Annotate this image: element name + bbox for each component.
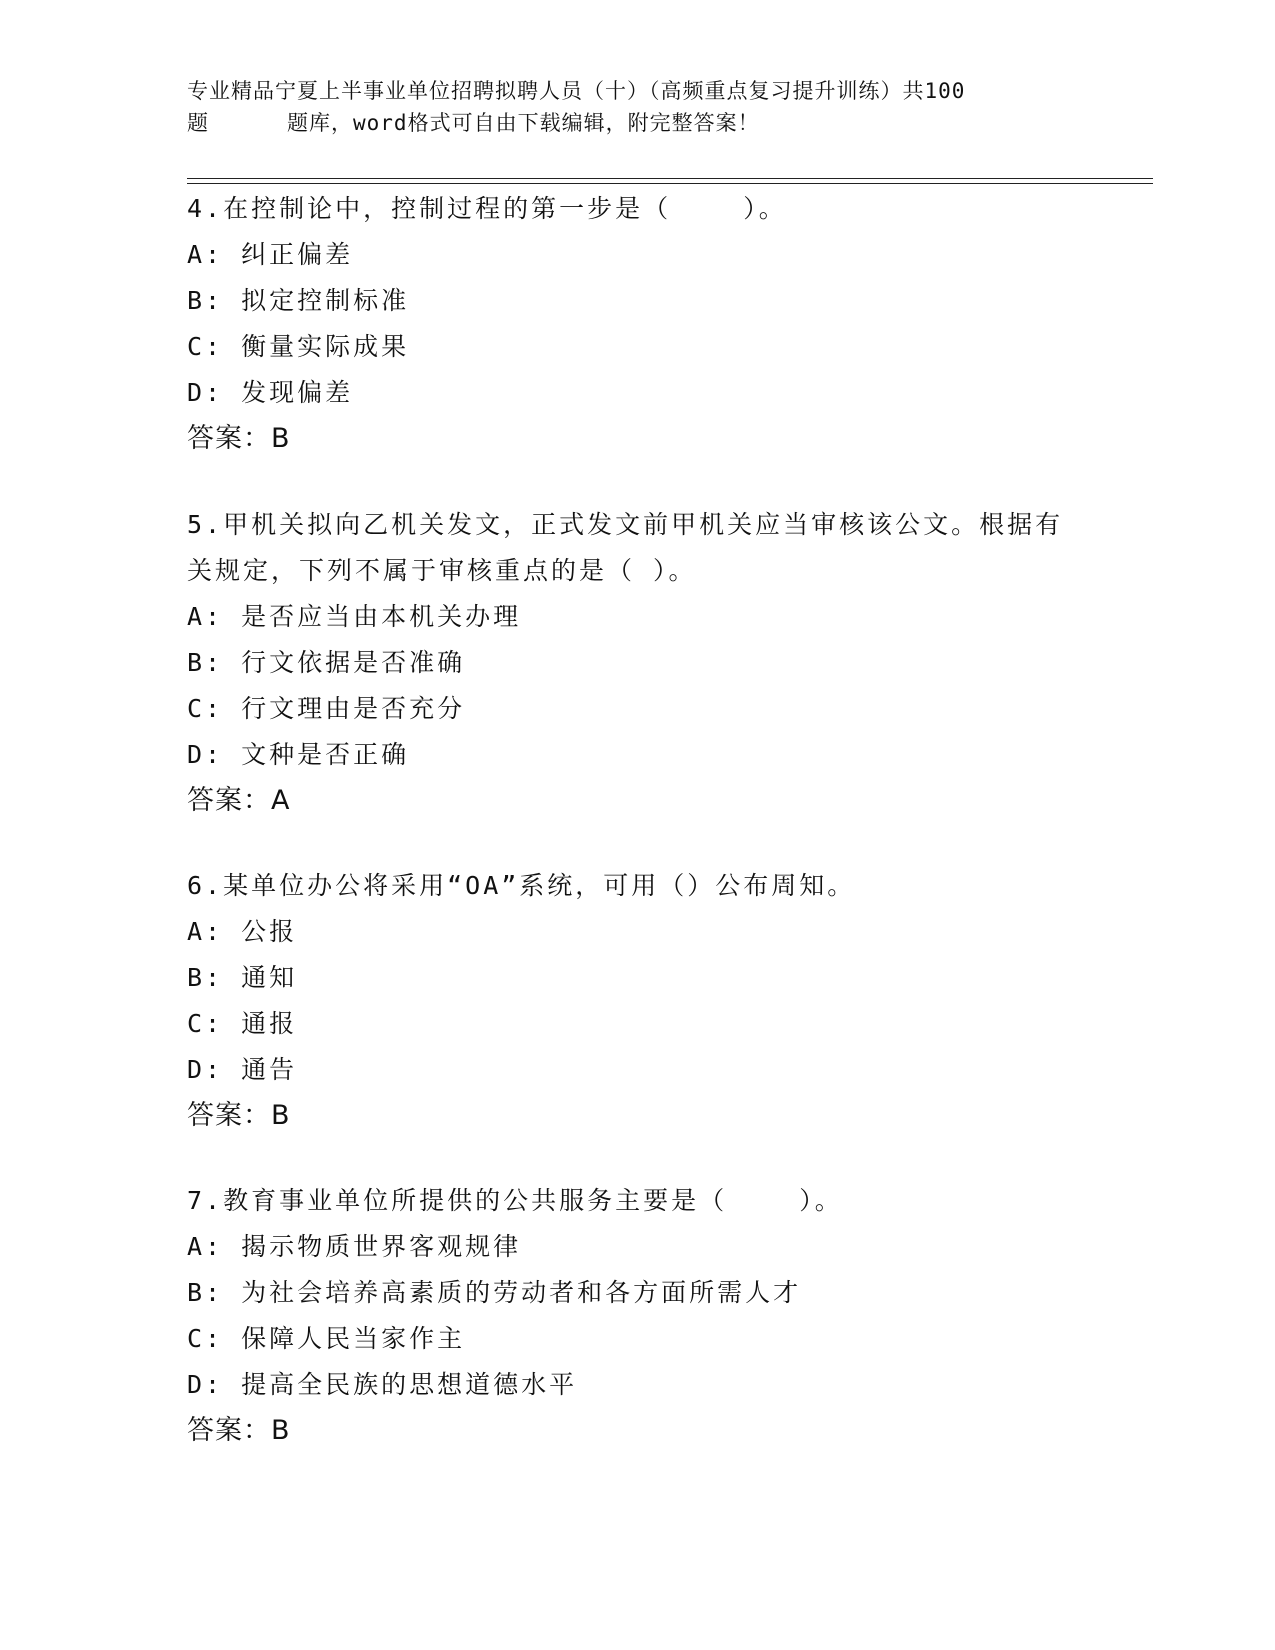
option-b: B: 拟定控制标准 [187,286,410,315]
answer-line: 答案：B [187,1415,291,1446]
option-d: D: 文种是否正确 [187,740,410,769]
option-a: A: 是否应当由本机关办理 [187,602,522,631]
question-stem: 4.在控制论中，控制过程的第一步是（ ）。 [187,194,787,223]
option-c: C: 衡量实际成果 [187,332,410,361]
question-item [187,1178,1087,1454]
answer-line: 答案：A [187,785,291,816]
header-divider-top [187,178,1153,179]
question-stem: 6.某单位办公将采用“OA”系统，可用（）公布周知。 [187,871,856,900]
option-d: D: 提高全民族的思想道德水平 [187,1370,578,1399]
question-stem: 5.甲机关拟向乙机关发文，正式发文前甲机关应当审核该公文。根据有关规定，下列不属于审核重点的是（ ）。 [187,510,1064,585]
option-c: C: 通报 [187,1009,298,1038]
question-stem: 7.教育事业单位所提供的公共服务主要是（ ）。 [187,1186,843,1215]
option-a: A: 纠正偏差 [187,240,354,269]
answer-line: 答案：B [187,1100,291,1131]
question-item [187,502,1087,824]
header-divider-bottom [187,183,1153,184]
option-c: C: 行文理由是否充分 [187,694,466,723]
option-c: C: 保障人民当家作主 [187,1324,466,1353]
option-a: A: 揭示物质世界客观规律 [187,1232,522,1261]
option-a: A: 公报 [187,917,298,946]
option-b: B: 行文依据是否准确 [187,648,466,677]
header-title-line1: 专业精品宁夏上半事业单位招聘拟聘人员（十）（高频重点复习提升训练）共100 [187,79,966,103]
option-d: D: 发现偏差 [187,378,354,407]
question-item [187,863,1087,1139]
header-line2-lead: 题 [187,111,209,135]
question-item [187,186,1087,462]
option-d: D: 通告 [187,1055,298,1084]
header-line2-rest: 题库，word格式可自由下载编辑，附完整答案！ [287,111,760,135]
header-title-line2 [187,107,1087,139]
option-b: B: 为社会培养高素质的劳动者和各方面所需人才 [187,1278,802,1307]
document-header [187,75,1087,139]
answer-line: 答案：B [187,423,291,454]
option-b: B: 通知 [187,963,298,992]
